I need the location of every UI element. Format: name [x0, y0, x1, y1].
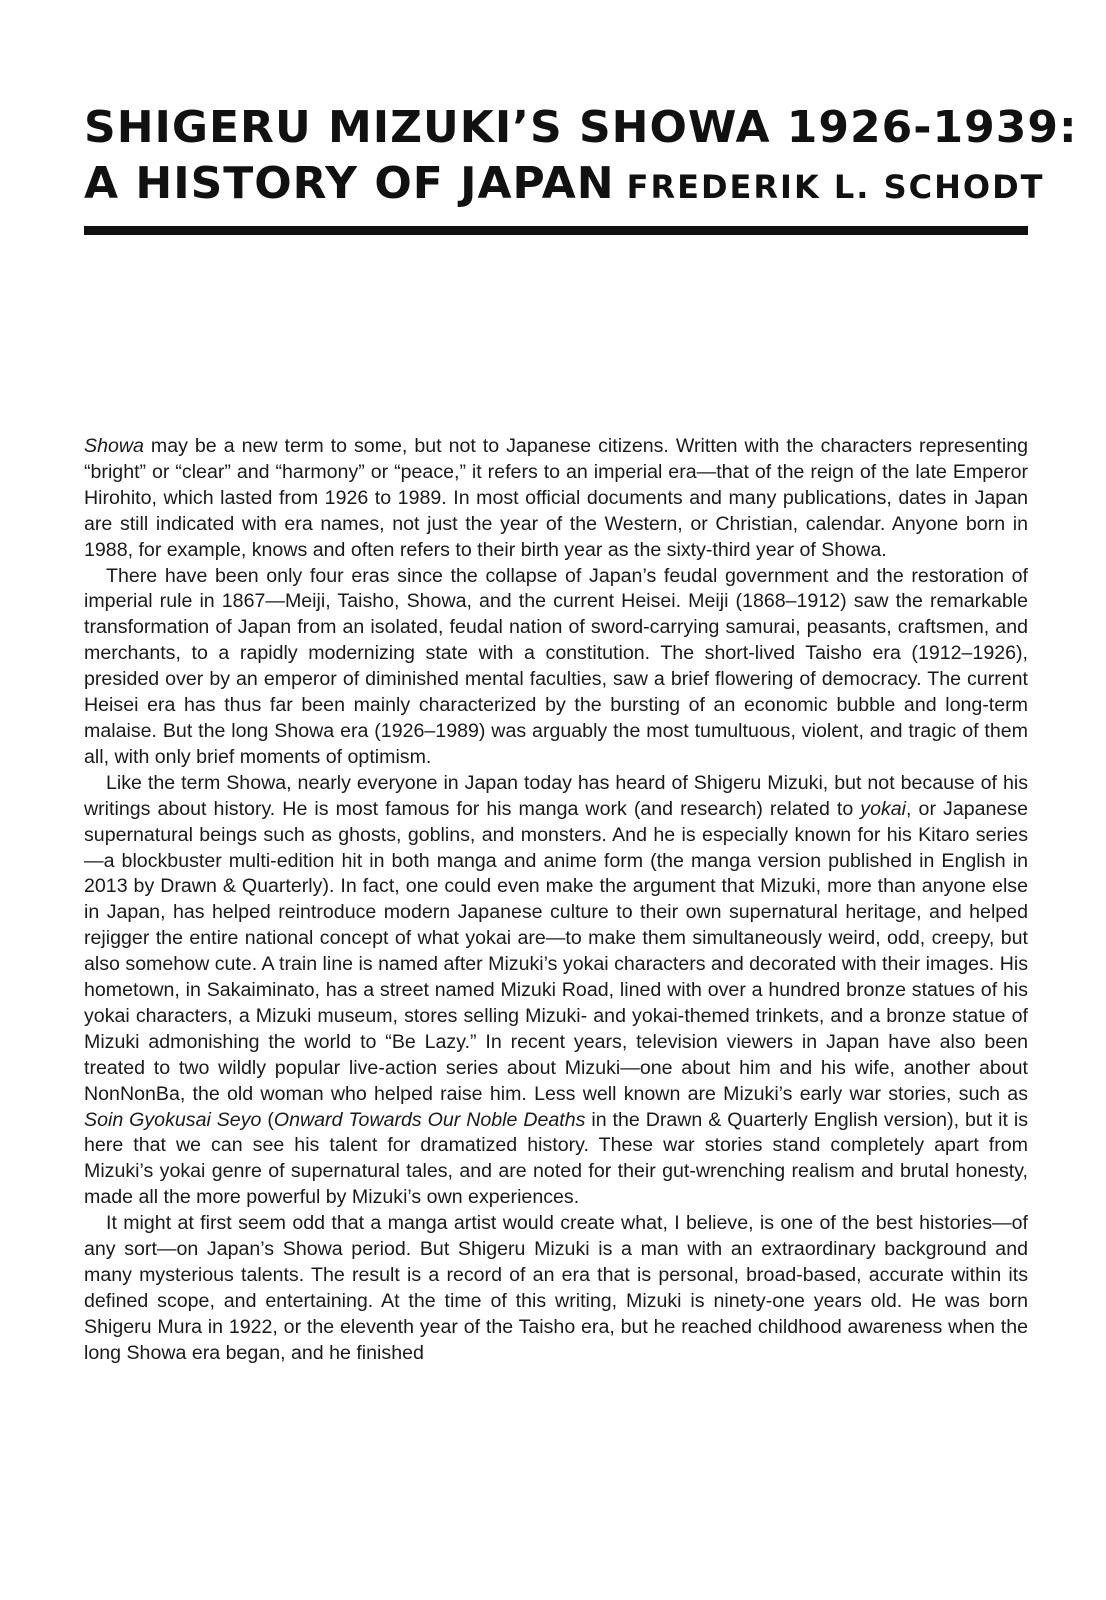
paragraph-3-text-c: ( [261, 1108, 274, 1131]
paragraph-3-text-a: Like the term Showa, nearly everyone in Japan today has heard of Shigeru Mizuki, but not because of his writings about history. He is most famous for his manga work (and research) related to [84, 771, 1028, 820]
paragraph-4 [84, 1211, 1028, 1366]
paragraph-1-text: may be a new term to some, but not to Japanese citizens. Written with the characters representing “bright” or “clear” and “harmony” or “peace,” it refers to an imperial era—that of the reign of the late Emperor Hirohito, which lasted from 1926 to 1989. In most official documents and many publications, dates in Japan are still indicated with era names, not just the year of the Western, or Christian, calendar. Anyone born in 1988, for example, knows and often refers to their birth year as the sixty-third year of Showa. [84, 435, 1028, 561]
author-name: FREDERIK L. SCHODT [626, 168, 1045, 206]
paragraph-2-text: There have been only four eras since the collapse of Japan’s feudal government and the restoration of imperial rule in 1867—Meiji, Taisho, Showa, and the current Heisei. Meiji (1868–1912) saw the remarkable transformation of Japan from an isolated, feudal nation of sword-carrying samurai, peasants, craftsmen, and merchants, to a rapidly modernizing state with a constitution. The short-lived Taisho era (1912–1926), presided over by an emperor of diminished mental faculties, saw a brief flowering of democracy. The current Heisei era has thus far been mainly characterized by the bursting of an economic bubble and long-term malaise. But the long Showa era (1926–1989) was arguably the most tumultuous, violent, and tragic of them all, with only brief moments of optimism. [84, 564, 1028, 768]
paragraph-4-text: It might at first seem odd that a manga artist would create what, I believe, is one of the best histories—of any sort—on Japan’s Showa period. But Shigeru Mizuki is a man with an extraordinary background and many mysterious talents. The result is a record of an era that is personal, broad-based, accurate within its defined scope, and entertaining. At the time of this writing, Mizuki is ninety-one years old. He was born Shigeru Mura in 1922, or the eleventh year of the Taisho era, but he reached childhood awareness when the long Showa era began, and he finished [84, 1212, 1028, 1364]
title-subtitle: A HISTORY OF JAPAN [84, 158, 615, 209]
italic-showa: Showa [84, 435, 144, 457]
italic-yokai: yokai [860, 797, 907, 820]
page [84, 0, 1078, 1600]
chapter-header [84, 100, 1078, 215]
essay-body [84, 434, 1028, 1367]
paragraph-3 [84, 771, 1028, 1211]
paragraph-3-text-b: , or Japanese supernatural beings such as ghosts, goblins, and monsters. And he is especially known for his Kitaro series—a blockbuster multi-edition hit in both manga and anime form (the manga version published in English in 2013 by Drawn & Quarterly). In fact, one could even make the argument that Mizuki, more than anyone else in Japan, has helped reintroduce modern Japanese culture to their own supernatural heritage, and helped rejigger the entire national concept of what yokai are—to make them simultaneously weird, odd, creepy, but also somehow cute. A train line is named after Mizuki’s yokai characters and decorated with their images. His hometown, in Sakaiminato, has a street named Mizuki Road, lined with over a hundred bronze statues of his yokai characters, a Mizuki museum, stores selling Mizuki- and yokai-themed trinkets, and a bronze statue of Mizuki admonishing the world to “Be Lazy.” In recent years, television viewers in Japan have also been treated to two wildly popular live-action series about Mizuki—one about him and his wife, another about NonNonBa, the old woman who helped raise him. Less well known are Mizuki’s early war stories, such as [84, 797, 1028, 1105]
paragraph-3-text-d: in the Drawn & Quarterly English version), but it is here that we can see his talent for dramatized history. These war stories stand completely apart from Mizuki’s yokai genre of supernatural tales, and are noted for their gut-wrenching realism and brutal honesty, made all the more powerful by Mizuki’s own experiences. [84, 1108, 1028, 1209]
paragraph-2 [84, 564, 1028, 771]
italic-onward-towards: Onward Towards Our Noble Deaths [273, 1108, 586, 1131]
title-line-2 [84, 156, 1045, 215]
paragraph-1 [84, 434, 1028, 564]
header-rule [84, 226, 1028, 235]
title-line-1: SHIGERU MIZUKI’S SHOWA 1926-1939: [84, 102, 1078, 153]
italic-soin-gyokusai-seyo: Soin Gyokusai Seyo [84, 1108, 262, 1131]
